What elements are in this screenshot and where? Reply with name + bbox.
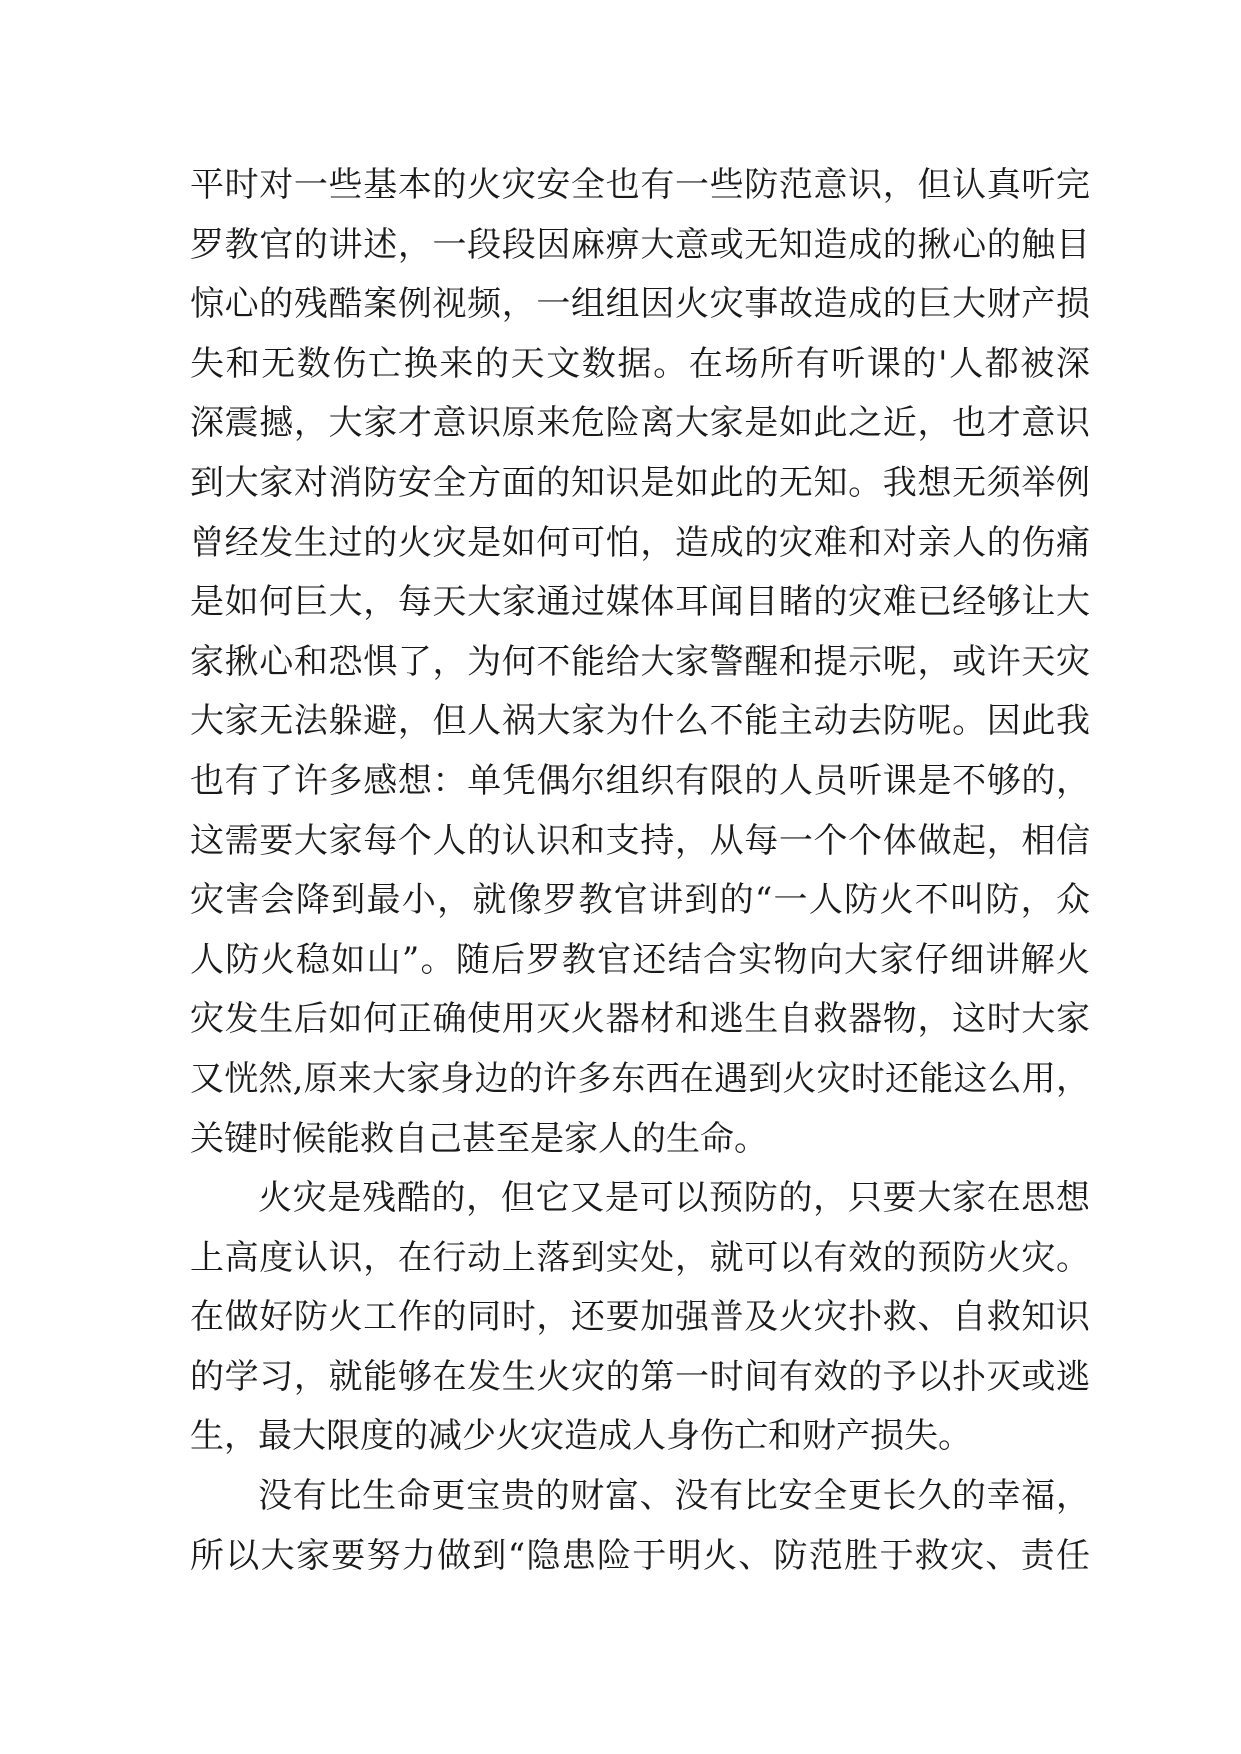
text-line: 是如何巨大，每天大家通过媒体耳闻目睹的灾难已经够让大 bbox=[190, 582, 1090, 623]
text-line: 曾经发生过的火灾是如何可怕，造成的灾难和对亲人的伤痛 bbox=[190, 522, 1090, 563]
text-line: 在做好防火工作的同时，还要加强普及火灾扑救、自救知识 bbox=[190, 1297, 1090, 1338]
text-line: 深震撼，大家才意识原来危险离大家是如此之近，也才意识 bbox=[190, 403, 1090, 444]
text-line: 家揪心和恐惧了，为何不能给大家警醒和提示呢，或许天灾 bbox=[190, 641, 1090, 682]
text-line: 所以大家要努力做到“隐患险于明火、防范胜于救灾、责任 bbox=[190, 1535, 1090, 1576]
text-line: 人防火稳如山”。随后罗教官还结合实物向大家仔细讲解火 bbox=[190, 939, 1090, 980]
text-line: 到大家对消防安全方面的知识是如此的无知。我想无须举例 bbox=[190, 462, 1090, 503]
text-line: 火灾是残酷的，但它又是可以预防的，只要大家在思想 bbox=[258, 1178, 1090, 1219]
text-line: 罗教官的讲述，一段段因麻痹大意或无知造成的揪心的触目 bbox=[190, 224, 1090, 265]
text-line: 关键时候能救自己甚至是家人的生命。 bbox=[190, 1118, 768, 1159]
text-line: 没有比生命更宝贵的财富、没有比安全更长久的幸福， bbox=[258, 1476, 1090, 1517]
text-line: 灾发生后如何正确使用灭火器材和逃生自救器物，这时大家 bbox=[190, 999, 1090, 1040]
text-line: 上高度认识，在行动上落到实处，就可以有效的预防火灾。 bbox=[190, 1237, 1090, 1278]
text-line: 这需要大家每个人的认识和支持，从每一个个体做起，相信 bbox=[190, 820, 1090, 861]
text-line: 平时对一些基本的火灾安全也有一些防范意识，但认真听完 bbox=[190, 165, 1090, 205]
text-line: 又恍然,原来大家身边的许多东西在遇到火灾时还能这么用， bbox=[190, 1058, 1090, 1099]
body-text bbox=[190, 156, 1090, 1586]
text-line: 灾害会降到最小，就像罗教官讲到的“一人防火不叫防，众 bbox=[190, 880, 1090, 921]
text-line: 大家无法躲避，但人祸大家为什么不能主动去防呢。因此我 bbox=[190, 701, 1090, 742]
text-line: 的学习，就能够在发生火灾的第一时间有效的予以扑灭或逃 bbox=[190, 1356, 1090, 1397]
text-line: 生，最大限度的减少火灾造成人身伤亡和财产损失。 bbox=[190, 1416, 972, 1457]
text-line: 也有了许多感想：单凭偶尔组织有限的人员听课是不够的， bbox=[190, 760, 1090, 801]
text-line: 惊心的残酷案例视频，一组组因火灾事故造成的巨大财产损 bbox=[190, 284, 1090, 325]
text-line: 失和无数伤亡换来的天文数据。在场所有听课的'人都被深 bbox=[190, 343, 1090, 384]
